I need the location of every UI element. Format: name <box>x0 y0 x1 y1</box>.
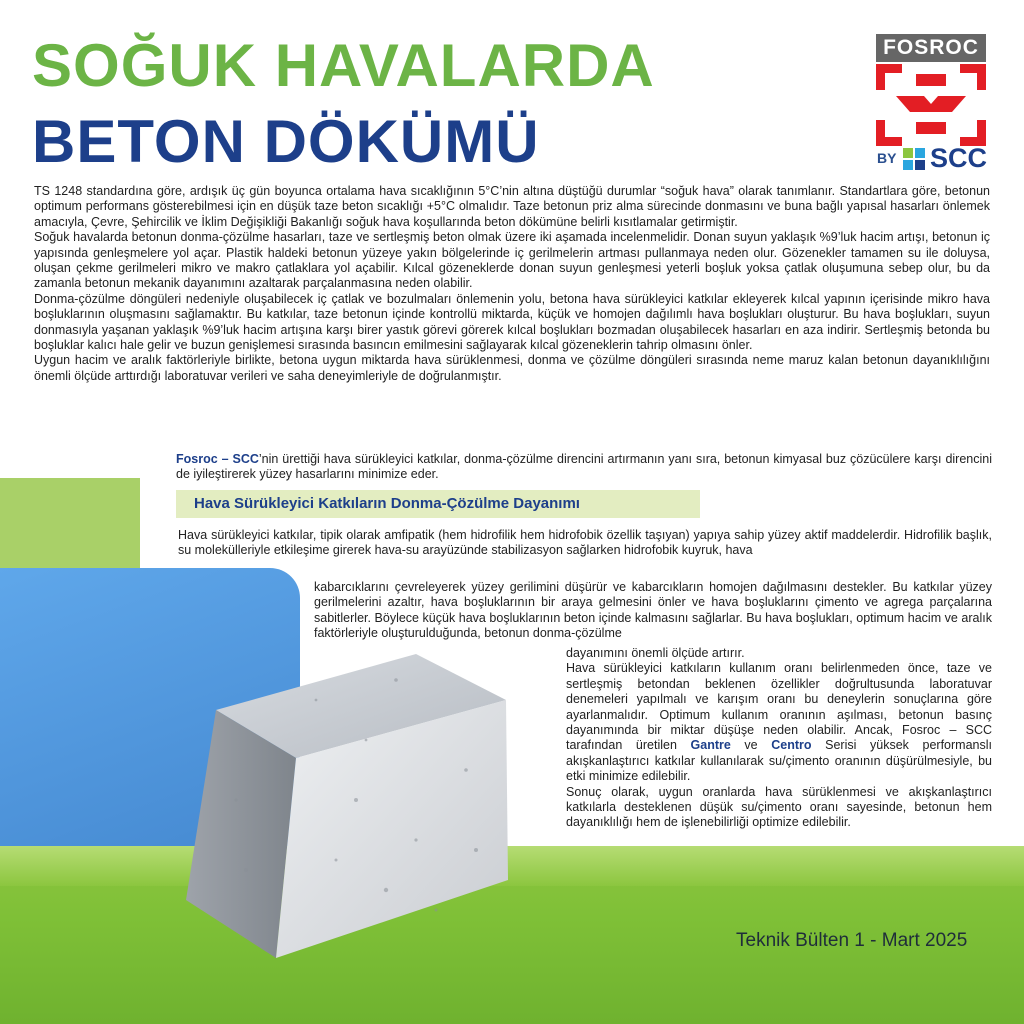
product-centro: Centro <box>771 738 812 753</box>
scc-logo-text: SCC <box>930 143 988 173</box>
intro-paragraph: Uygun hacim ve aralık faktörleriyle birlikte, betona uygun miktarda hava sürüklenmesi, donma ve çözülme döngüleri sırasında neme maruz kalan betonun dayanıklılığını önemli ölçüde arttırdığı laboratuvar verileri ve saha deneyimleriyle de doğrulanmıştır. <box>34 353 990 383</box>
page-title-line1: SOĞUK HAVALARDA <box>32 32 655 99</box>
fosroc-note <box>176 452 992 483</box>
section-heading <box>176 490 700 518</box>
section-text-c: dayanımını önemli ölçüde artırır. Hava sürükleyici katkıların kullanım oranı belirlenmeden önce, taze ve sertleşmiş betondan beklenen özellikler doğrultusunda laboratuvar denemeleri yapılmalı ve karışım oranı bu deneylerin sonuçlarına göre ayarlanmalıdır. Optimum kullanım oranının aşılması, betonun basınç dayanımında bir miktar düşüşe neden olabilir. Ancak, Fosroc – SCC tarafından üretilen Gantre ve Centro Serisi yüksek performanslı akışkanlaştırıcı katkılar kullanılarak su/çimento oranının düşürülmesiyle, bu etki minimize edilebilir. Sonuç olarak, uygun oranlarda hava sürüklenmesi ve akışkanlaştırıcı katkılarla desteklenen düşük su/çimento oranı sayesinde, betonun hem dayanıklılığı hem de işlenebilirliği optimize edilebilir. <box>566 646 992 830</box>
intro-paragraph: Soğuk havalarda betonun donma-çözülme hasarları, taze ve sertleşmiş beton olmak üzere iki aşamada incelenmelidir. Donan suyun yaklaşık %9’luk hacim artışı, betonun iç yapısında genleşmelere yol açar. Plastik haldeki betonun yüzeye yakın bölgelerinde iç gerilmelerin artması pullanmaya neden olur. Gözenekler tamamen su ile doluysa, oluşan çekme gerilmeleri mikro ve makro çatlaklara yol açabilir. Kılcal gözeneklerde donan suyun genleşmesi yeterli boşluk yoksa çatlak oluşumuna sebep olur, bu da zamanla betonun mekanik dayanımını azaltarak parçalanmasına neden olabilir. <box>34 230 990 291</box>
section-text-a: Hava sürükleyici katkılar, tipik olarak amfipatik (hem hidrofilik hem hidrofobik özellik taşıyan) yapıya sahip yüzey aktif maddelerdir. Hidrofilik başlık, su molekülleriyle etkileşime girerek hava-su arayüzünde stabilizasyon sağlarken hidrofobik kuyruk, hava <box>178 528 992 558</box>
section-text-b: kabarcıklarını çevreleyerek yüzey gerilimini düşürür ve kabarcıkların homojen dağılmasını destekler. Bu katkılar yüzey gerilmelerini azaltır, hava boşluklarının bir araya gelmesini önler ve hava boşluklarını çimento ve agrega parçalarına sabitlerler. Böylece küçük hava boşluklarının beton içinde kalmasını sağlarlar. Bu hava boşlukları, optimum hacim ve aralık faktörleriyle oluşturulduğunda, betonun donma-çözülme <box>314 580 992 641</box>
fosroc-brand: Fosroc – SCC <box>176 452 259 466</box>
section-heading-text: Hava Sürükleyici Katkıların Donma-Çözülme Dayanımı <box>194 495 580 512</box>
logo-by-label: BY <box>877 150 897 166</box>
fosroc-logo-text: FOSROC <box>876 34 986 62</box>
intro-paragraph: TS 1248 standardına göre, ardışık üç gün boyunca ortalama hava sıcaklığının 5°C’nin altına düştüğü durumlar “soğuk hava” olarak tanımlanır. Standartlara göre, betonun optimum performans gösterebilmesi için en düşük taze beton sıcaklığı +5°C olmalıdır. Taze betonun priz alma sürecinde donmasını ve buna bağlı yapısal hasarları önlemek amacıyla, Çevre, Şehircilik ve İklim Değişikliği Bakanlığı soğuk hava koşullarında beton dökümüne belirli kısıtlamalar getirmiştir. <box>34 184 990 229</box>
scc-logo-icon <box>903 148 925 170</box>
intro-text <box>34 184 990 384</box>
product-gantre: Gantre <box>690 738 731 753</box>
bulletin-footer: Teknik Bülten 1 - Mart 2025 <box>736 930 968 951</box>
fosroc-logo-mark <box>876 64 986 146</box>
intro-paragraph: Donma-çözülme döngüleri nedeniyle oluşabilecek iç çatlak ve bozulmaları önlemenin yolu, betona hava sürükleyici katkılar ekleyerek kılcal yapının içerisinde mikro hava boşluklarının oluşmasını sağlamaktır. Bu katkılar, taze betonun içinde kontrollü miktarda, küçük ve homojen dağılımlı hava boşlukları oluşturur. Bu hava boşlukları, suyun donmasıyla yaşanan yaklaşık %9’luk hacim artışına karşı birer yastık görevi görerek kılcal boşlukları bozmadan oluşabilecek hasarları en aza indirir. Sertleşmiş betonda bu boşluklar kalıcı hale gelir ve buzun genişlemesi sırasında basıncın emilmesini sağlayarak kılcal gözeneklerin tahrip olmasını önler. <box>34 291 990 353</box>
page-title-line2: BETON DÖKÜMÜ <box>32 108 540 175</box>
concrete-block-image <box>176 640 626 976</box>
fosroc-note-text: ’nin ürettiği hava sürükleyici katkılar, donma-çözülme direncini artırmanın yanı sıra, betonun kimyasal buz çözücülere karşı direncini de iyileştirerek yüzey hasarlarını minimize eder. <box>176 452 992 482</box>
